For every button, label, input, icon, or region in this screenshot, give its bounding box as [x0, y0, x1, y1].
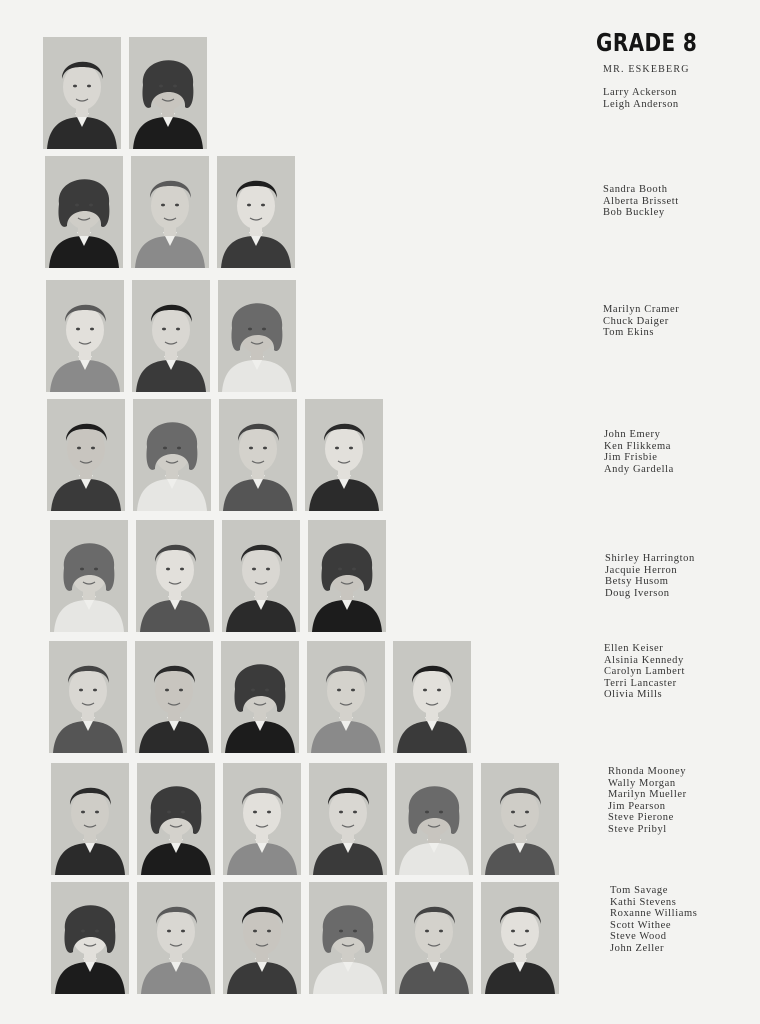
student-name: Ellen Keiser: [604, 643, 664, 654]
student-name: Jacquie Herron: [605, 564, 678, 576]
student-portrait: [395, 763, 473, 875]
row-name-list: [603, 87, 679, 110]
student-portrait: [223, 882, 301, 994]
student-name: Kathi Stevens: [610, 896, 677, 908]
student-name: Chuck Daiger: [603, 315, 669, 327]
student-portrait: [45, 156, 123, 268]
student-name: Marilyn Cramer: [603, 304, 680, 315]
student-name: Betsy Husom: [605, 576, 669, 587]
student-name: Rhonda Mooney: [608, 766, 687, 777]
student-portrait: [132, 280, 210, 392]
student-name: Carolyn Lambert: [604, 666, 686, 677]
student-name: Olivia Mills: [604, 689, 663, 700]
student-portrait: [129, 37, 207, 149]
teacher-name: MR. ESKEBERG: [603, 64, 690, 75]
student-name: Steve Wood: [610, 931, 667, 942]
student-name: Shirley Harrington: [605, 553, 695, 564]
student-portrait: [218, 280, 296, 392]
student-name: Alsinia Kennedy: [604, 654, 684, 666]
student-name: Larry Ackerson: [603, 87, 677, 98]
student-portrait: [395, 882, 473, 994]
student-name: Scott Withee: [610, 919, 672, 931]
student-portrait: [51, 882, 129, 994]
student-portrait: [131, 156, 209, 268]
student-portrait: [50, 520, 128, 632]
student-portrait: [43, 37, 121, 149]
student-name: Bob Buckley: [603, 207, 665, 218]
student-name: Ken Flikkema: [604, 440, 671, 452]
student-portrait: [305, 399, 383, 511]
student-portrait: [137, 882, 215, 994]
student-name: Tom Savage: [610, 885, 669, 896]
student-portrait: [133, 399, 211, 511]
student-portrait: [47, 399, 125, 511]
student-name: Jim Pearson: [608, 800, 666, 812]
row-name-list: [610, 885, 697, 954]
student-name: John Zeller: [610, 942, 665, 954]
student-portrait: [46, 280, 124, 392]
student-portrait: [481, 882, 559, 994]
student-portrait: [217, 156, 295, 268]
row-name-list: [604, 643, 685, 701]
student-portrait: [309, 763, 387, 875]
student-portrait: [307, 641, 385, 753]
student-portrait: [222, 520, 300, 632]
student-portrait: [221, 641, 299, 753]
row-name-list: [604, 429, 674, 475]
student-portrait: [49, 641, 127, 753]
student-portrait: [137, 763, 215, 875]
student-name: Steve Pierone: [608, 812, 674, 823]
student-name: Steve Pribyl: [608, 823, 667, 835]
grade-title: GRADE 8: [596, 28, 698, 57]
student-name: Doug Iverson: [605, 587, 670, 599]
student-name: Wally Morgan: [608, 777, 676, 789]
student-portrait: [136, 520, 214, 632]
student-name: John Emery: [604, 429, 661, 440]
row-name-list: [603, 184, 679, 219]
student-name: Andy Gardella: [604, 463, 674, 475]
student-portrait: [308, 520, 386, 632]
student-portrait: [223, 763, 301, 875]
student-portrait: [219, 399, 297, 511]
student-name: Terri Lancaster: [604, 677, 677, 689]
row-name-list: [603, 304, 679, 339]
student-portrait: [51, 763, 129, 875]
student-name: Alberta Brissett: [603, 195, 679, 207]
student-name: Jim Frisbie: [604, 452, 658, 463]
student-name: Marilyn Mueller: [608, 789, 687, 800]
student-name: Leigh Anderson: [603, 98, 679, 110]
student-name: Roxanne Williams: [610, 908, 698, 919]
row-name-list: [608, 766, 687, 835]
student-portrait: [481, 763, 559, 875]
student-name: Tom Ekins: [603, 327, 655, 338]
student-portrait: [135, 641, 213, 753]
student-name: Sandra Booth: [603, 184, 668, 195]
row-name-list: [605, 553, 695, 599]
student-portrait: [393, 641, 471, 753]
student-portrait: [309, 882, 387, 994]
